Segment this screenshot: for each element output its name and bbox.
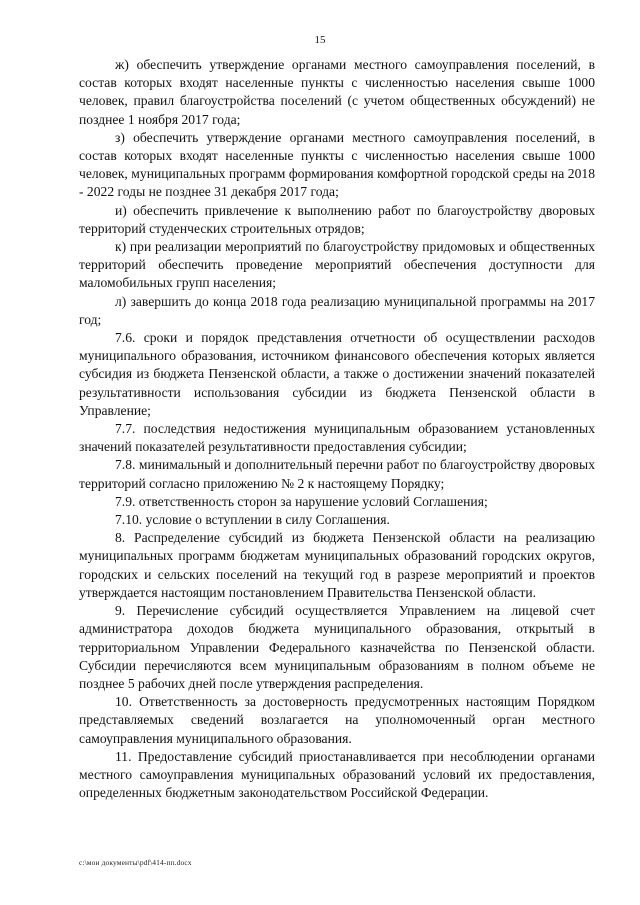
paragraph-item-k: к) при реализации мероприятий по благоустройству придомовых и общественных территорий обеспечить проведение мероприятий обеспечения доступности для маломобильных групп населения; bbox=[79, 239, 595, 291]
paragraph-item-zh: ж) обеспечить утверждение органами местного самоуправления поселений, в состав которых входят населенные пункты с численностью населения свыше 1000 человек, правил благоустройства поселений (с учетом общественных обсуждений) не позднее 1 ноября 2017 года; bbox=[79, 57, 595, 127]
paragraph-11: 11. Предоставление субсидий приостанавливается при несоблюдении органами местного самоуправления муниципальных образований условий их предоставления, определенных бюджетным законодательством Российской Федерации. bbox=[79, 748, 595, 801]
paragraph-item-l: л) завершить до конца 2018 года реализацию муниципальной программы на 2017 год; bbox=[79, 293, 595, 327]
paragraph-10: 10. Ответственность за достоверность предусмотренных настоящим Порядком представляемых сведений возлагается на уполномоченный орган местного самоуправления муниципального образования. bbox=[79, 694, 595, 746]
paragraph-7-10: 7.10. условие о вступлении в силу Соглашения. bbox=[115, 512, 390, 528]
document-body bbox=[79, 56, 595, 802]
paragraph-9: 9. Перечисление субсидий осуществляется Управлением на лицевой счет администратора доходов бюджета муниципального образования, открытый в территориальном Управлении Федерального казначейства по Пензенской области. Субсидии перечисляются всем муниципальным образованиям в полном объеме не позднее 5 рабочих дней после утверждения распределения. bbox=[79, 603, 595, 691]
paragraph-7-8: 7.8. минимальный и дополнительный перечни работ по благоустройству дворовых территорий согласно приложению № 2 к настоящему Порядку; bbox=[79, 457, 595, 491]
paragraph-7-6: 7.6. сроки и порядок представления отчетности об осуществлении расходов муниципального образования, источником финансового обеспечения которых является субсидия из бюджета Пензенской области, а также о достижении значений показателей результативности использования субсидии из бюджета Пензенской области в Управление; bbox=[79, 330, 595, 418]
paragraph-8: 8. Распределение субсидий из бюджета Пензенской области на реализацию муниципальных программ бюджетам муниципальных образований городских округов, городских и сельских поселений на текущий год в разрезе мероприятий и проектов утверждается настоящим постановлением Правительства Пензенской области. bbox=[79, 530, 595, 600]
paragraph-7-9: 7.9. ответственность сторон за нарушение условий Соглашения; bbox=[115, 493, 488, 509]
paragraph-item-i: и) обеспечить привлечение к выполнению работ по благоустройству дворовых территорий студенческих строительных отрядов; bbox=[79, 202, 595, 236]
paragraph-7-7: 7.7. последствия недостижения муниципальным образованием установленных значений показателей результативности предоставления субсидии; bbox=[79, 421, 595, 455]
footer-file-path: c:\мои документы\pdf\414-пп.docx bbox=[79, 858, 192, 867]
paragraph-item-z: з) обеспечить утверждение органами местного самоуправления поселений, в состав которых входят населенные пункты с численностью населения свыше 1000 человек, муниципальных программ формирования комфортной городской среды на 2018 - 2022 годы не позднее 31 декабря 2017 года; bbox=[79, 129, 595, 200]
page-number: 15 bbox=[314, 34, 326, 46]
